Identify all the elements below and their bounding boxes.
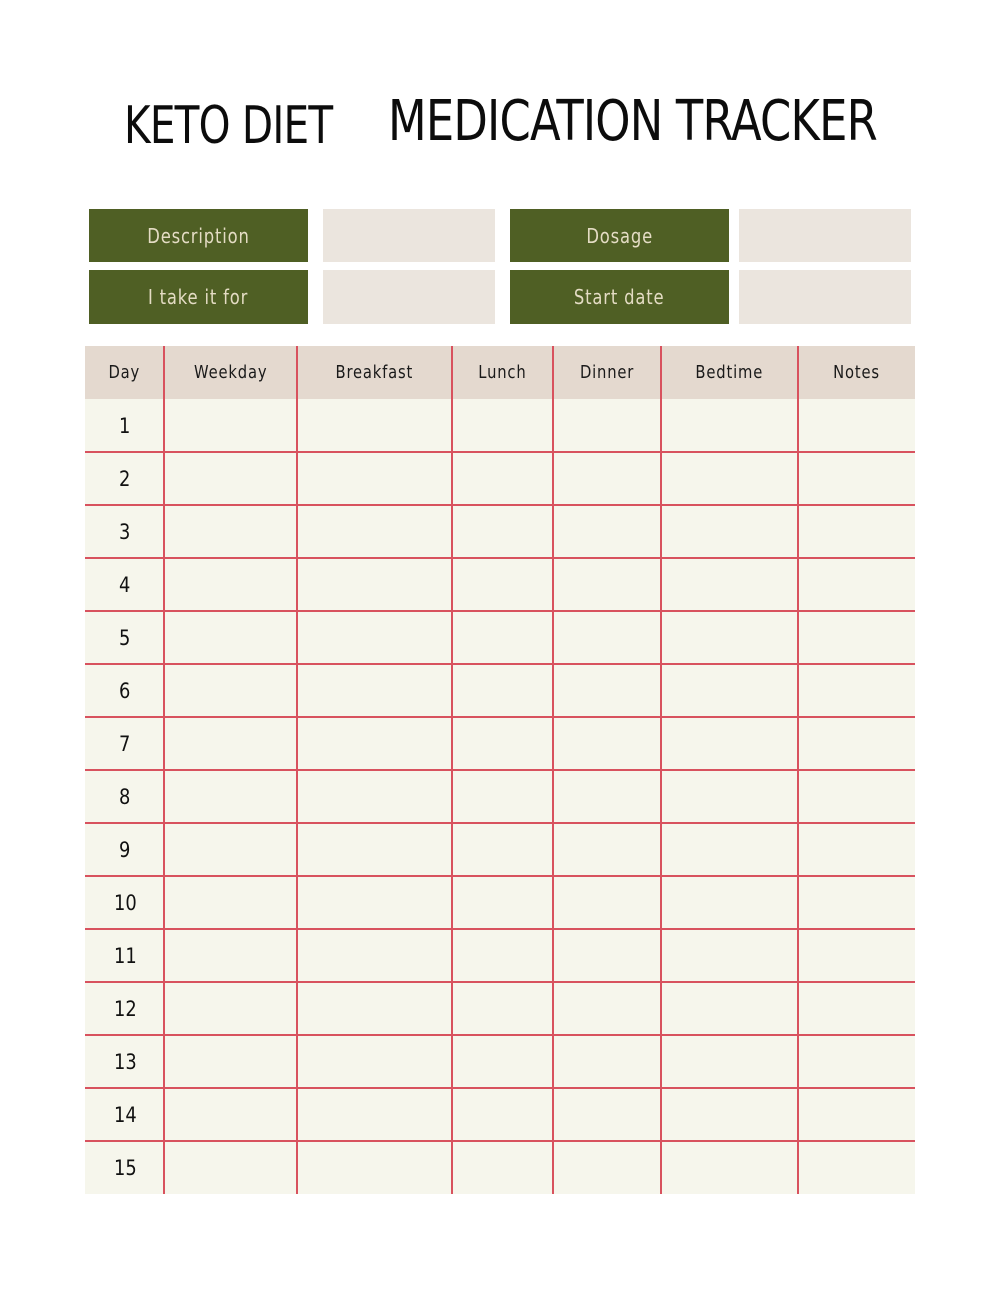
- table-cell-lunch[interactable]: [454, 825, 553, 876]
- table-cell-dinner[interactable]: [555, 1090, 661, 1141]
- table-cell-breakfast[interactable]: [299, 825, 452, 876]
- table-cell-weekday[interactable]: [166, 825, 297, 876]
- table-row-day-number: [85, 929, 165, 982]
- table-row-day-number: [85, 1088, 165, 1141]
- table-cell-bedtime[interactable]: [663, 878, 798, 929]
- table-cell-breakfast[interactable]: [299, 1143, 452, 1194]
- table-row-day-number: [85, 664, 165, 717]
- day-number-text: 15: [113, 1155, 137, 1180]
- day-number-text: 2: [119, 466, 131, 491]
- table-cell-weekday[interactable]: [166, 931, 297, 982]
- day-number-text: 14: [113, 1102, 137, 1127]
- table-cell-weekday[interactable]: [166, 772, 297, 823]
- table-cell-breakfast[interactable]: [299, 1037, 452, 1088]
- table-cell-dinner[interactable]: [555, 772, 661, 823]
- table-cell-lunch[interactable]: [454, 719, 553, 770]
- table-cell-bedtime[interactable]: [663, 825, 798, 876]
- table-row-day-number: [85, 399, 165, 452]
- row-divider: [85, 1034, 915, 1036]
- column-header-breakfast: [297, 346, 452, 399]
- table-cell-breakfast[interactable]: [299, 613, 452, 664]
- column-header-label: Bedtime: [695, 362, 764, 383]
- table-cell-bedtime[interactable]: [663, 666, 798, 717]
- table-cell-breakfast[interactable]: [299, 454, 452, 505]
- table-cell-bedtime[interactable]: [663, 772, 798, 823]
- table-row-day-number: [85, 770, 165, 823]
- table-cell-weekday[interactable]: [166, 1143, 297, 1194]
- description-label-text: Description: [147, 223, 250, 248]
- table-row-day-number: [85, 558, 165, 611]
- table-cell-weekday[interactable]: [166, 507, 297, 558]
- table-cell-notes[interactable]: [800, 666, 915, 717]
- table-cell-notes[interactable]: [800, 507, 915, 558]
- table-cell-bedtime[interactable]: [663, 507, 798, 558]
- table-cell-notes[interactable]: [800, 401, 915, 452]
- table-cell-lunch[interactable]: [454, 772, 553, 823]
- table-row-day-number: [85, 1141, 165, 1194]
- description-label: [89, 209, 308, 262]
- table-cell-bedtime[interactable]: [663, 984, 798, 1035]
- table-cell-dinner[interactable]: [555, 507, 661, 558]
- column-header-lunch: [452, 346, 553, 399]
- column-header-bedtime: [661, 346, 798, 399]
- table-cell-dinner[interactable]: [555, 666, 661, 717]
- row-divider: [85, 716, 915, 718]
- table-row-day-number: [85, 505, 165, 558]
- take-for-label-text: I take it for: [148, 285, 249, 309]
- table-cell-dinner[interactable]: [555, 984, 661, 1035]
- table-cell-breakfast[interactable]: [299, 666, 452, 717]
- table-cell-lunch[interactable]: [454, 613, 553, 664]
- day-number-text: 12: [113, 996, 137, 1021]
- table-cell-notes[interactable]: [800, 931, 915, 982]
- table-cell-notes[interactable]: [800, 1143, 915, 1194]
- table-cell-lunch[interactable]: [454, 507, 553, 558]
- table-cell-notes[interactable]: [800, 772, 915, 823]
- column-header-label: Notes: [833, 362, 880, 383]
- table-cell-dinner[interactable]: [555, 1143, 661, 1194]
- table-cell-lunch[interactable]: [454, 1143, 553, 1194]
- row-divider: [85, 1140, 915, 1142]
- table-row-day-number: [85, 1035, 165, 1088]
- table-cell-bedtime[interactable]: [663, 1143, 798, 1194]
- table-row-day-number: [85, 452, 165, 505]
- table-row-day-number: [85, 982, 165, 1035]
- row-divider: [85, 769, 915, 771]
- table-cell-lunch[interactable]: [454, 666, 553, 717]
- table-cell-weekday[interactable]: [166, 666, 297, 717]
- table-cell-lunch[interactable]: [454, 401, 553, 452]
- day-number-text: 4: [119, 572, 131, 597]
- table-cell-weekday[interactable]: [166, 560, 297, 611]
- table-cell-notes[interactable]: [800, 560, 915, 611]
- table-cell-bedtime[interactable]: [663, 401, 798, 452]
- table-cell-weekday[interactable]: [166, 454, 297, 505]
- table-cell-bedtime[interactable]: [663, 454, 798, 505]
- table-cell-lunch[interactable]: [454, 454, 553, 505]
- description-field[interactable]: [323, 209, 495, 262]
- start-date-field[interactable]: [739, 270, 911, 324]
- table-cell-weekday[interactable]: [166, 401, 297, 452]
- row-divider: [85, 504, 915, 506]
- table-cell-lunch[interactable]: [454, 931, 553, 982]
- table-cell-notes[interactable]: [800, 878, 915, 929]
- day-number-text: 10: [113, 890, 137, 915]
- column-header-dinner: [553, 346, 661, 399]
- table-cell-notes[interactable]: [800, 1090, 915, 1141]
- day-number-text: 6: [119, 678, 131, 703]
- table-cell-notes[interactable]: [800, 613, 915, 664]
- table-cell-lunch[interactable]: [454, 984, 553, 1035]
- table-cell-weekday[interactable]: [166, 719, 297, 770]
- row-divider: [85, 822, 915, 824]
- table-cell-dinner[interactable]: [555, 401, 661, 452]
- page-title-right: MEDICATION TRACKER: [388, 89, 877, 154]
- column-header-label: Weekday: [193, 362, 268, 383]
- table-cell-bedtime[interactable]: [663, 719, 798, 770]
- row-divider: [85, 610, 915, 612]
- dosage-label: [510, 209, 729, 262]
- table-cell-dinner[interactable]: [555, 719, 661, 770]
- column-header-label: Day: [108, 362, 141, 383]
- table-row-day-number: [85, 823, 165, 876]
- row-divider: [85, 451, 915, 453]
- table-cell-notes[interactable]: [800, 1037, 915, 1088]
- row-divider: [85, 981, 915, 983]
- row-divider: [85, 557, 915, 559]
- take-for-label: [89, 270, 308, 324]
- table-row-day-number: [85, 717, 165, 770]
- column-header-weekday: [164, 346, 297, 399]
- day-number-text: 11: [113, 943, 137, 968]
- table-cell-breakfast[interactable]: [299, 984, 452, 1035]
- table-cell-notes[interactable]: [800, 454, 915, 505]
- table-cell-weekday[interactable]: [166, 878, 297, 929]
- table-cell-weekday[interactable]: [166, 1090, 297, 1141]
- row-divider: [85, 1087, 915, 1089]
- start-date-label: [510, 270, 729, 324]
- table-cell-notes[interactable]: [800, 984, 915, 1035]
- column-header-label: Lunch: [478, 362, 527, 383]
- page-title-left: KETO DIET: [124, 96, 333, 156]
- column-header-notes: [798, 346, 915, 399]
- table-cell-dinner[interactable]: [555, 931, 661, 982]
- table-cell-bedtime[interactable]: [663, 931, 798, 982]
- day-number-text: 3: [119, 519, 131, 544]
- table-cell-breakfast[interactable]: [299, 507, 452, 558]
- row-divider: [85, 928, 915, 930]
- table-cell-breakfast[interactable]: [299, 560, 452, 611]
- table-cell-breakfast[interactable]: [299, 772, 452, 823]
- table-cell-lunch[interactable]: [454, 560, 553, 611]
- start-date-label-text: Start date: [574, 285, 665, 309]
- table-cell-bedtime[interactable]: [663, 1037, 798, 1088]
- table-cell-bedtime[interactable]: [663, 1090, 798, 1141]
- table-cell-breakfast[interactable]: [299, 878, 452, 929]
- table-cell-lunch[interactable]: [454, 1090, 553, 1141]
- day-number-text: 9: [119, 837, 131, 862]
- tracker-table: [85, 346, 915, 1194]
- column-header-label: Dinner: [579, 362, 635, 383]
- dosage-field[interactable]: [739, 209, 911, 262]
- day-number-text: 8: [119, 784, 131, 809]
- table-cell-weekday[interactable]: [166, 984, 297, 1035]
- table-cell-weekday[interactable]: [166, 1037, 297, 1088]
- table-cell-bedtime[interactable]: [663, 560, 798, 611]
- table-cell-breakfast[interactable]: [299, 401, 452, 452]
- day-number-text: 5: [119, 625, 131, 650]
- day-number-text: 7: [119, 731, 131, 756]
- day-number-text: 13: [113, 1049, 137, 1074]
- table-cell-dinner[interactable]: [555, 613, 661, 664]
- table-cell-bedtime[interactable]: [663, 613, 798, 664]
- day-number-text: 1: [119, 413, 131, 438]
- table-cell-breakfast[interactable]: [299, 931, 452, 982]
- table-cell-breakfast[interactable]: [299, 719, 452, 770]
- table-cell-dinner[interactable]: [555, 560, 661, 611]
- table-row-day-number: [85, 611, 165, 664]
- table-cell-weekday[interactable]: [166, 613, 297, 664]
- table-cell-notes[interactable]: [800, 825, 915, 876]
- row-divider: [85, 875, 915, 877]
- column-header-label: Breakfast: [335, 362, 414, 383]
- table-cell-breakfast[interactable]: [299, 1090, 452, 1141]
- table-cell-dinner[interactable]: [555, 878, 661, 929]
- table-cell-dinner[interactable]: [555, 454, 661, 505]
- dosage-label-text: Dosage: [586, 223, 653, 248]
- take-for-field[interactable]: [323, 270, 495, 324]
- row-divider: [85, 663, 915, 665]
- table-cell-notes[interactable]: [800, 719, 915, 770]
- table-cell-lunch[interactable]: [454, 1037, 553, 1088]
- column-header-day: [85, 346, 164, 399]
- table-cell-lunch[interactable]: [454, 878, 553, 929]
- table-row-day-number: [85, 876, 165, 929]
- table-cell-dinner[interactable]: [555, 1037, 661, 1088]
- table-cell-dinner[interactable]: [555, 825, 661, 876]
